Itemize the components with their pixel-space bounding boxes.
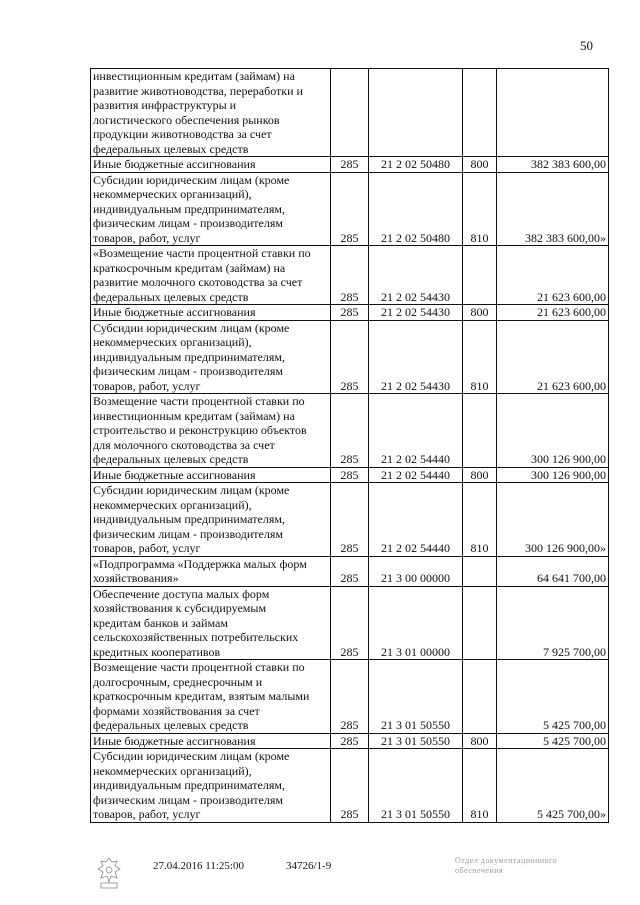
- row-vr-cell: 810: [463, 320, 497, 394]
- row-code-cell: 285: [331, 556, 369, 586]
- row-amount-cell: 382 383 600,00»: [497, 172, 609, 246]
- row-vr-cell: 810: [463, 483, 497, 557]
- row-amount-cell: 21 623 600,00: [497, 320, 609, 394]
- row-name-cell: «Подпрограмма «Поддержка малых форм хозяйствования»: [91, 556, 331, 586]
- row-code-cell: 285: [331, 305, 369, 321]
- row-code-cell: 285: [331, 660, 369, 734]
- row-csr-cell: 21 3 01 50550: [369, 733, 463, 749]
- row-amount-cell: 21 623 600,00: [497, 305, 609, 321]
- row-amount-cell: 300 126 900,00: [497, 467, 609, 483]
- row-amount-cell: 5 425 700,00: [497, 733, 609, 749]
- row-vr-cell: [463, 246, 497, 305]
- row-name-cell: «Возмещение части процентной ставки по краткосрочным кредитам (займам) на развитие молочного скотоводства за счет федеральных целевых средств: [91, 246, 331, 305]
- row-vr-cell: 800: [463, 157, 497, 173]
- row-code-cell: 285: [331, 586, 369, 660]
- footer-doc-id: 34726/1-9: [286, 860, 332, 872]
- row-name-cell: Иные бюджетные ассигнования: [91, 733, 331, 749]
- row-csr-cell: 21 2 02 50480: [369, 157, 463, 173]
- row-vr-cell: 810: [463, 172, 497, 246]
- row-amount-cell: 300 126 900,00: [497, 394, 609, 468]
- budget-table: [90, 68, 609, 823]
- row-vr-cell: [463, 69, 497, 157]
- row-code-cell: 285: [331, 320, 369, 394]
- row-csr-cell: 21 2 02 54430: [369, 320, 463, 394]
- row-amount-cell: 382 383 600,00: [497, 157, 609, 173]
- row-vr-cell: 810: [463, 749, 497, 823]
- table-row: [91, 467, 609, 483]
- row-name-cell: Субсидии юридическим лицам (кроме некоммерческих организаций), индивидуальным предпринимателям, физическим лицам - производителям товаров, работ, услуг: [91, 749, 331, 823]
- row-csr-cell: 21 2 02 54430: [369, 246, 463, 305]
- table-row: [91, 157, 609, 173]
- row-amount-cell: 5 425 700,00: [497, 660, 609, 734]
- row-amount-cell: 5 425 700,00»: [497, 749, 609, 823]
- table-row: [91, 172, 609, 246]
- table-row: [91, 246, 609, 305]
- row-code-cell: 285: [331, 749, 369, 823]
- row-name-cell: Возмещение части процентной ставки по долгосрочным, среднесрочным и краткосрочным кредитам, взятым малыми формами хозяйствования за счет федеральных целевых средств: [91, 660, 331, 734]
- row-csr-cell: 21 3 01 00000: [369, 586, 463, 660]
- row-name-cell: Иные бюджетные ассигнования: [91, 467, 331, 483]
- faded-stamp: Отдел документационного обеспечения: [455, 856, 558, 875]
- table-row: [91, 305, 609, 321]
- row-amount-cell: 21 623 600,00: [497, 246, 609, 305]
- row-csr-cell: 21 3 00 00000: [369, 556, 463, 586]
- row-csr-cell: 21 2 02 50480: [369, 172, 463, 246]
- row-csr-cell: 21 2 02 54440: [369, 394, 463, 468]
- table-row: [91, 733, 609, 749]
- row-name-cell: Возмещение части процентной ставки по инвестиционным кредитам (займам) на строительство и реконструкцию объектов для молочного скотоводства за счет федеральных целевых средств: [91, 394, 331, 468]
- row-code-cell: [331, 69, 369, 157]
- row-csr-cell: 21 3 01 50550: [369, 660, 463, 734]
- row-csr-cell: 21 2 02 54430: [369, 305, 463, 321]
- row-code-cell: 285: [331, 733, 369, 749]
- row-vr-cell: 800: [463, 467, 497, 483]
- row-vr-cell: [463, 586, 497, 660]
- row-name-cell: Иные бюджетные ассигнования: [91, 157, 331, 173]
- page-number: 50: [580, 38, 593, 53]
- page-footer: [0, 856, 640, 896]
- row-code-cell: 285: [331, 157, 369, 173]
- row-code-cell: 285: [331, 483, 369, 557]
- row-name-cell: Обеспечение доступа малых форм хозяйствования к субсидируемым кредитам банков и займам сельскохозяйственных потребительских кредитных кооперативов: [91, 586, 331, 660]
- row-code-cell: 285: [331, 394, 369, 468]
- coat-of-arms-icon: [96, 856, 122, 890]
- row-name-cell: Иные бюджетные ассигнования: [91, 305, 331, 321]
- footer-date: 27.04.2016 11:25:00: [153, 860, 244, 872]
- row-code-cell: 285: [331, 172, 369, 246]
- row-amount-cell: [497, 69, 609, 157]
- table-row: [91, 483, 609, 557]
- table-row: [91, 749, 609, 823]
- table-row: [91, 660, 609, 734]
- row-csr-cell: 21 2 02 54440: [369, 467, 463, 483]
- row-name-cell: Субсидии юридическим лицам (кроме некоммерческих организаций), индивидуальным предпринимателям, физическим лицам - производителям товаров, работ, услуг: [91, 483, 331, 557]
- row-csr-cell: 21 2 02 54440: [369, 483, 463, 557]
- row-name-cell: инвестиционным кредитам (займам) на развитие животноводства, переработки и развития инфраструктуры и логистического обеспечения рынков продукции животноводства за счет федеральных целевых средств: [91, 69, 331, 157]
- row-amount-cell: 7 925 700,00: [497, 586, 609, 660]
- row-code-cell: 285: [331, 246, 369, 305]
- row-amount-cell: 300 126 900,00»: [497, 483, 609, 557]
- row-vr-cell: [463, 556, 497, 586]
- row-csr-cell: 21 3 01 50550: [369, 749, 463, 823]
- row-vr-cell: 800: [463, 733, 497, 749]
- row-vr-cell: [463, 660, 497, 734]
- row-csr-cell: [369, 69, 463, 157]
- table-row: [91, 586, 609, 660]
- table-row: [91, 69, 609, 157]
- row-vr-cell: [463, 394, 497, 468]
- row-code-cell: 285: [331, 467, 369, 483]
- table-row: [91, 320, 609, 394]
- row-name-cell: Субсидии юридическим лицам (кроме некоммерческих организаций), индивидуальным предпринимателям, физическим лицам - производителям товаров, работ, услуг: [91, 172, 331, 246]
- budget-table-body: [91, 69, 609, 823]
- table-row: [91, 556, 609, 586]
- row-name-cell: Субсидии юридическим лицам (кроме некоммерческих организаций), индивидуальным предпринимателям, физическим лицам - производителям товаров, работ, услуг: [91, 320, 331, 394]
- row-amount-cell: 64 641 700,00: [497, 556, 609, 586]
- table-row: [91, 394, 609, 468]
- row-vr-cell: 800: [463, 305, 497, 321]
